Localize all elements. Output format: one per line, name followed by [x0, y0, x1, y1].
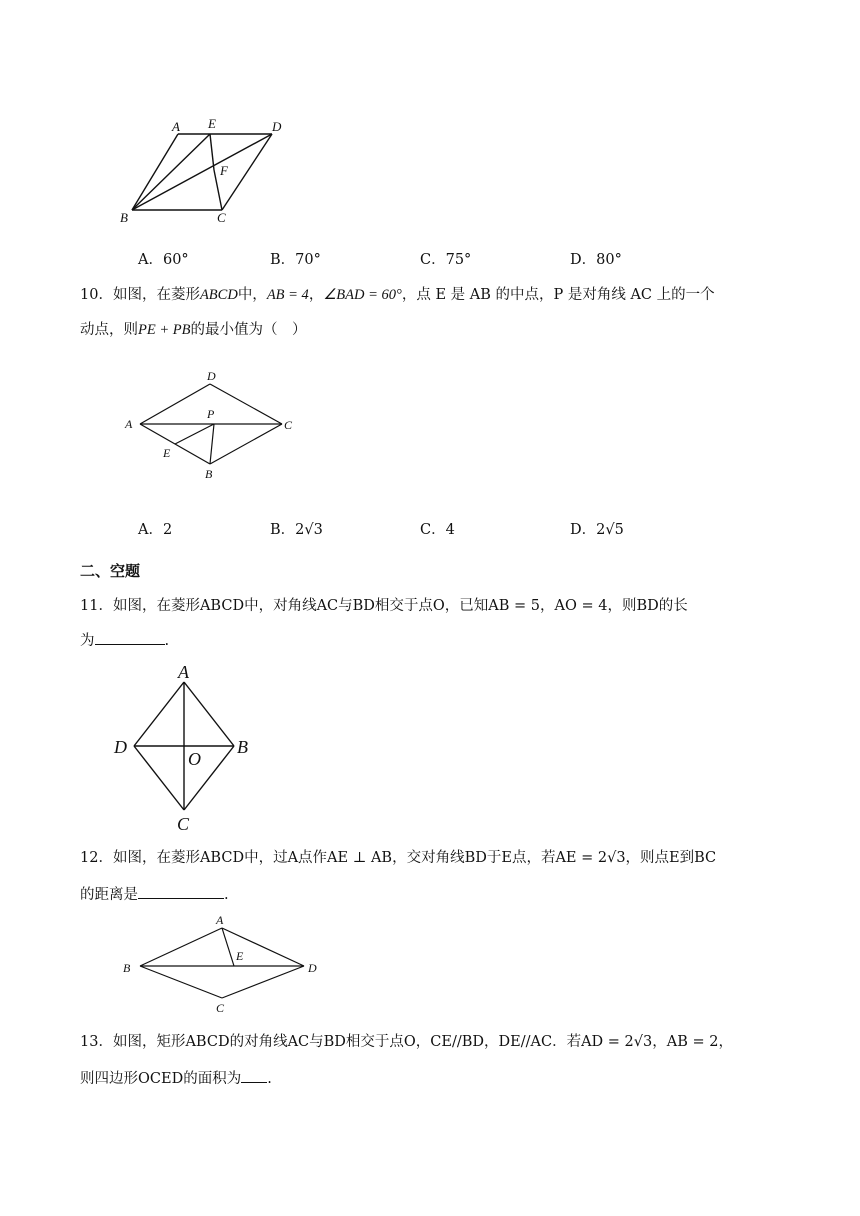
fig10-label-p: P	[207, 407, 215, 421]
q13-stem-line2: 则四边形OCED的面积为 .	[80, 1068, 272, 1089]
fig9-label-d: D	[272, 119, 282, 134]
q10-choice-a[interactable]: A．2	[138, 522, 173, 538]
figure-q10	[118, 366, 308, 486]
q10-stem-line2: 动点，则PE + PB的最小值为（ ）	[80, 322, 307, 338]
fig11-label-b: B	[237, 737, 248, 757]
figure-q11	[108, 662, 268, 834]
q9-choice-c[interactable]: C．75°	[420, 252, 472, 268]
q12-answer-blank[interactable]	[138, 884, 224, 899]
q10-choice-c[interactable]: C．4	[420, 522, 455, 538]
fig9-label-e: E	[208, 116, 216, 131]
fig9-label-a: A	[172, 119, 180, 134]
fig9-label-c: C	[217, 210, 226, 225]
fig11-label-a: A	[178, 662, 189, 682]
q10-stem-line1: 10．如图，在菱形ABCD中，AB = 4，∠BAD = 60°，点 E 是 AB 的中点，P 是对角线 AC 上的一个	[80, 287, 715, 303]
figure-q12	[118, 912, 328, 1022]
fig11-label-c: C	[177, 814, 190, 834]
fig10-label-e: E	[163, 446, 171, 460]
q13-stem-line1: 13．如图，矩形ABCD的对角线AC与BD相交于点O，CE//BD，DE//AC．若AD = 2√3，AB = 2，	[80, 1034, 733, 1050]
fig11-label-o: O	[188, 749, 201, 769]
fig12-label-c: C	[216, 1001, 225, 1015]
fig10-label-a: A	[125, 417, 133, 431]
q11-stem-line1: 11．如图，在菱形ABCD中，对角线AC与BD相交于点O，已知AB = 5，AO = 4，则BD的长	[80, 598, 688, 614]
q12-stem-line1: 12．如图，在菱形ABCD中，过A点作AE ⊥ AB，交对角线BD于E点，若AE = 2√3，则点E到BC	[80, 850, 717, 866]
q11-stem-line2: 为 .	[80, 630, 169, 651]
q10-choice-b[interactable]: B．2√3	[270, 522, 323, 538]
q9-choice-a[interactable]: A．60°	[138, 252, 189, 268]
fig10-label-d: D	[207, 369, 216, 383]
q11-answer-blank[interactable]	[95, 630, 165, 645]
q9-choice-b[interactable]: B．70°	[270, 252, 321, 268]
fig12-label-e: E	[236, 949, 244, 963]
section-heading: 二、空题	[80, 562, 141, 580]
q13-answer-blank[interactable]	[241, 1068, 267, 1083]
fig10-label-c: C	[284, 418, 293, 432]
fig12-label-d: D	[308, 961, 317, 975]
fig10-label-b: B	[205, 467, 213, 481]
q10-choice-d[interactable]: D．2√5	[570, 522, 624, 538]
q12-stem-line2: 的距离是 .	[80, 884, 229, 905]
fig9-label-f: F	[220, 163, 228, 178]
q9-choice-d[interactable]: D．80°	[570, 252, 622, 268]
fig12-label-a: A	[216, 913, 224, 927]
fig11-label-d: D	[114, 737, 127, 757]
fig12-label-b: B	[123, 961, 131, 975]
fig9-label-b: B	[120, 210, 128, 225]
figure-q9	[110, 112, 310, 227]
